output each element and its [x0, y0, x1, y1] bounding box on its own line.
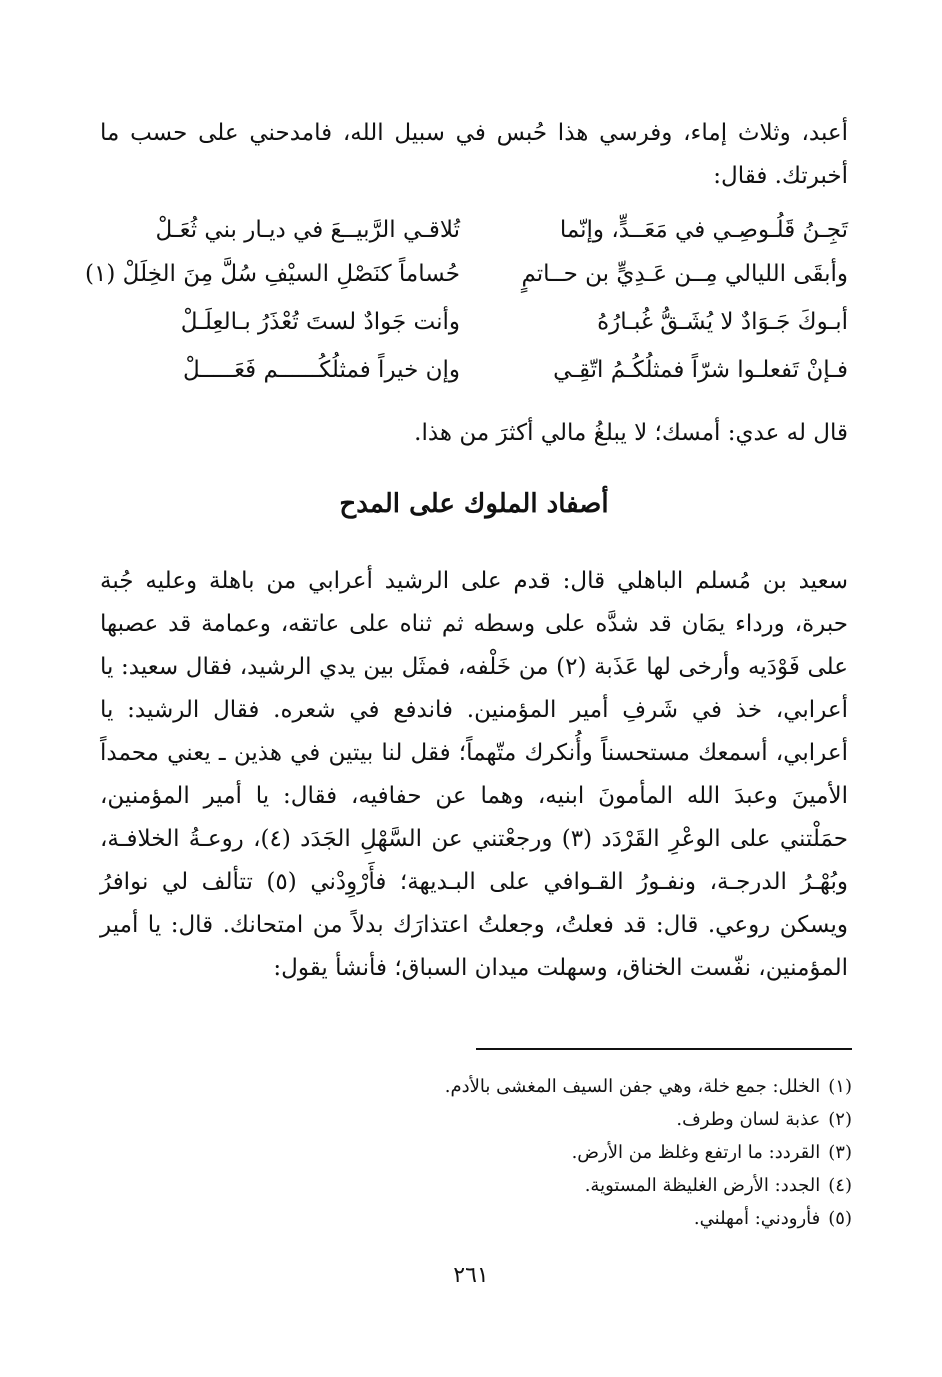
verse-first-hemistich: أبـوكَ جَـوَادٌ لا يُشَـقُّ غُبـارُهُ [597, 309, 848, 335]
poem-verse [100, 298, 848, 346]
verse-first-hemistich: فـإنْ تَفعلـوا شرّاً فمثلُكُـمُ اتّقِـي [553, 357, 848, 383]
verse-second-hemistich: وإن خيراً فمثلُكُــــــم فَعَـــــلْ [182, 357, 460, 383]
footnote-text: القردد: ما ارتفع وغلظ من الأرض. [571, 1142, 821, 1163]
adi-reply-text: قال له عدي: أمسك؛ لا يبلغُ مالي أكثرَ من هذا. [414, 420, 848, 446]
intro-paragraph [100, 112, 848, 198]
footnote-number: (٣) [828, 1142, 852, 1163]
poem-verse [100, 346, 848, 394]
footnote-text: الجدد: الأرض الغليظة المستوية. [584, 1175, 821, 1196]
poem-verse [100, 206, 848, 254]
footnote [476, 1136, 852, 1169]
footnote-number: (٥) [828, 1208, 852, 1229]
page-number: ٢٦١ [453, 1263, 489, 1288]
section-heading: أصفاد الملوك على المدح [339, 489, 609, 519]
verse-second-hemistich: تُلاقـي الرَّبيــعَ في ديـار بني ثُعَـلْ [155, 217, 460, 243]
main-text: سعيد بن مُسلم الباهلي قال: قدم على الرشيد أعرابي من باهلة وعليه جُبة حبرة، ورداء يمَان قد شدَّه على وسطه ثم ثناه على عاتقه، وعمامة قد عصبها على فَوْدَيه وأرخى لها عَذَبة (٢) من خَلْفه، فمثَل بين يدي الرشيد، فقال سعيد: يا أعرابي، خذ في شَرفِ أمير المؤمنين. فاندفع في شعره. فقال الرشيد: يا أعرابي، أسمعك مستحسناً وأُنكرك متّهماً؛ فقل لنا بيتين في هذين ـ يعني محمداً الأمينَ وعبدَ الله المأمونَ ابنيه، وهما عن حفافيه، فقال: يا أمير المؤمنين، حمَلْتني على الوعْرِ القَرْدَد (٣) ورجعْتني عن السَّهْلِ الجَدَد (٤)، روعـةُ الخلافـة، وبُهْـرُ الدرجـة، ونفـورُ القـوافي على البـديهة؛ فأَرْوِدْني (٥) تتألف لي نوافرُ ويسكن روعي. قال: قد فعلتُ، وجعلتُ اعتذارَك بدلاً من امتحانك. قال: يا أمير المؤمنين، نفّست الخناق، وسهلت ميدان السباق؛ فأنشأ يقول: [100, 568, 849, 981]
footnote-number: (٢) [828, 1109, 852, 1130]
verse-second-hemistich: وأنت جَوادٌ لستَ تُعْذَرُ بـالعِلَـلْ [180, 309, 460, 335]
footnote-number: (٤) [828, 1175, 852, 1196]
intro-text: أعبد، وثلاث إماء، وفرسي هذا حُبس في سبيل الله، فامدحني على حسب ما أخبرتك. فقال: [100, 120, 848, 189]
footnote-text: فأرودني: أمهلني. [693, 1208, 821, 1229]
verse-first-hemistich: وأبقَى الليالي مِــن عَـدِيٍّ بن حــاتمٍ [521, 261, 848, 287]
footnote-number: (١) [828, 1076, 852, 1097]
footnote [444, 1070, 852, 1103]
verse-second-hemistich: حُساماً كنَصْلِ السيْفِ سُلَّ مِنَ الخِلَلْ (١) [85, 261, 460, 287]
main-paragraph [100, 560, 848, 990]
poem-verse [85, 250, 848, 298]
footnote-divider [476, 1048, 852, 1050]
footnote-text: عذبة لسان وطرف. [676, 1109, 821, 1130]
adi-reply-paragraph [100, 412, 848, 455]
footnotes [444, 1070, 852, 1235]
footnote [476, 1169, 852, 1202]
verse-first-hemistich: تَجِـنُ قَلُـوصِـي في مَعَــدٍّ، وإنّما [559, 217, 848, 243]
footnote-text: الخلل: جمع خلة، وهي جفن السيف المغشى بالأدم. [444, 1076, 821, 1097]
footnote [476, 1202, 852, 1235]
footnote [476, 1103, 852, 1136]
